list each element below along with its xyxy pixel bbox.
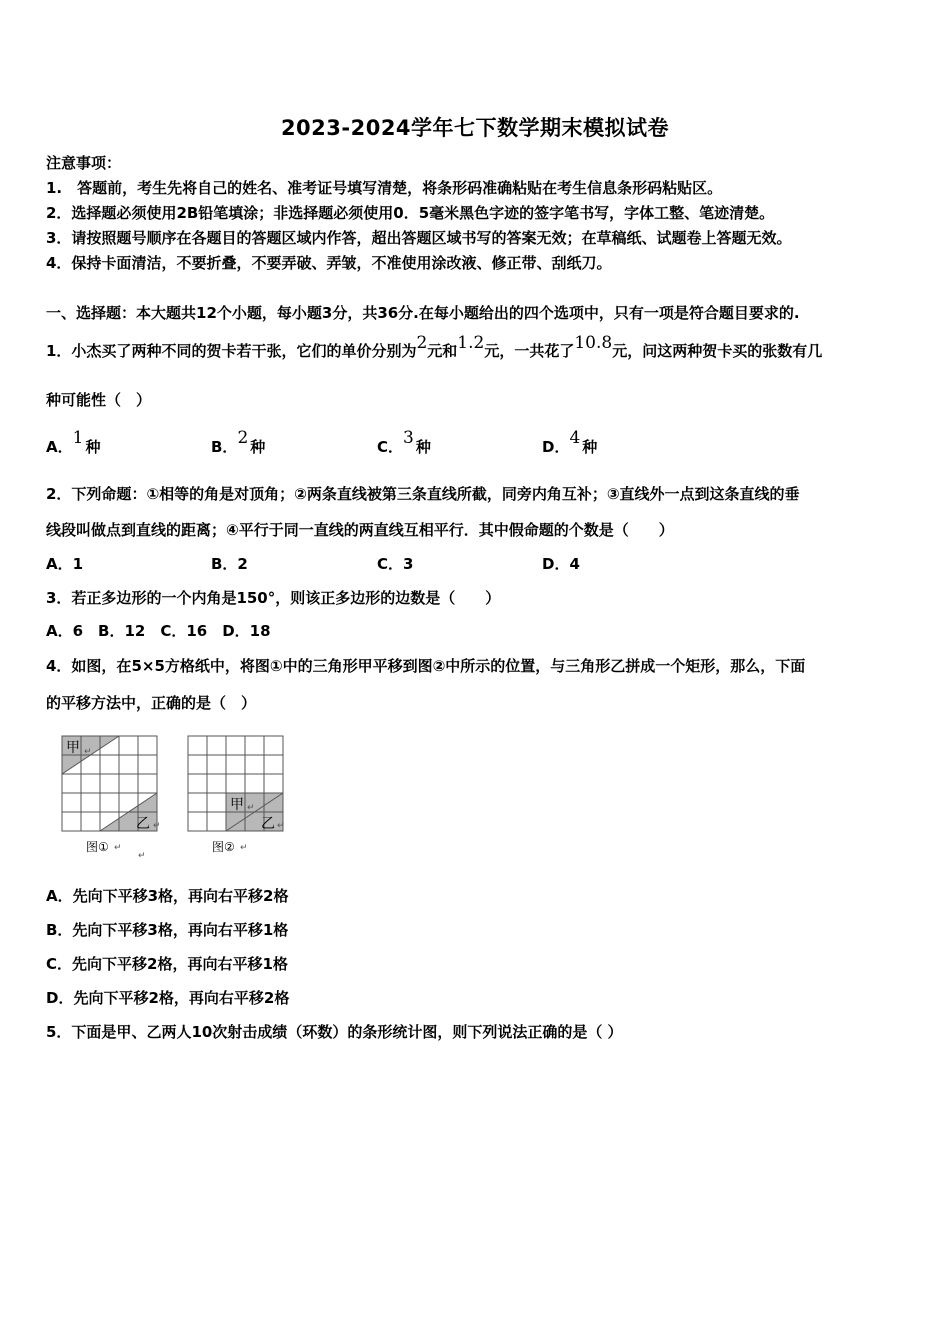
return-mark: ↵ bbox=[277, 821, 285, 831]
q1-part3: 元，一共花了 bbox=[484, 342, 575, 360]
grid-figure-2 bbox=[184, 734, 294, 859]
option-unit: 种 bbox=[415, 438, 431, 456]
q1-part2: 元和 bbox=[427, 342, 458, 360]
q3-options[interactable]: A．6 B．12 C．16 D．18 bbox=[46, 622, 271, 640]
q4-option-a[interactable]: A．先向下平移3格，再向右平移2格 bbox=[46, 887, 289, 905]
figure-1-label: 图① bbox=[86, 840, 109, 854]
question-1-text bbox=[46, 333, 823, 361]
return-mark: ↵ bbox=[114, 843, 122, 853]
question-3-line1: 3．若正多边形的一个内角是150°，则该正多边形的边数是（ ） bbox=[46, 589, 501, 607]
notice-item: 4．保持卡面清洁，不要折叠，不要弄破、弄皱，不准使用涂改液、修正带、刮纸刀。 bbox=[46, 254, 612, 272]
return-mark: ↵ bbox=[247, 803, 255, 813]
option-label: B． bbox=[211, 438, 238, 456]
q2-option-a[interactable]: A．1 bbox=[46, 555, 84, 573]
option-number: 3 bbox=[403, 428, 414, 448]
label-yi: 乙 bbox=[261, 816, 275, 832]
q2-option-c[interactable]: C．3 bbox=[377, 555, 414, 573]
option-unit: 种 bbox=[85, 438, 101, 456]
option-unit: 种 bbox=[250, 438, 266, 456]
question-2-line1: 2．下列命题：①相等的角是对顶角；②两条直线被第三条直线所截，同旁内角互补；③直线外一点到这条直线的垂 bbox=[46, 485, 800, 503]
q4-option-d[interactable]: D．先向下平移2格，再向右平移2格 bbox=[46, 989, 290, 1007]
q4-option-c[interactable]: C．先向下平移2格，再向右平移1格 bbox=[46, 955, 288, 973]
question-4-line2: 的平移方法中，正确的是（ ） bbox=[46, 694, 257, 712]
question-5-line1: 5．下面是甲、乙两人10次射击成绩（环数）的条形统计图，则下列说法正确的是（ ） bbox=[46, 1023, 623, 1041]
q1-part4: 元，问这两种贺卡买的张数有几 bbox=[612, 342, 823, 360]
notice-item: 3．请按照题号顺序在各题目的答题区域内作答，超出答题区域书写的答案无效；在草稿纸、试题卷上答题无效。 bbox=[46, 229, 792, 247]
q1-option-c[interactable] bbox=[377, 428, 431, 457]
q2-option-b[interactable]: B．2 bbox=[211, 555, 248, 573]
question-1-line2: 种可能性（ ） bbox=[46, 391, 152, 409]
notice-heading: 注意事项： bbox=[46, 154, 122, 172]
q2-option-d[interactable]: D．4 bbox=[542, 555, 580, 573]
q1-option-a[interactable] bbox=[46, 428, 101, 457]
option-label: A． bbox=[46, 438, 73, 456]
return-mark: ↵ bbox=[84, 747, 92, 757]
q1-option-b[interactable] bbox=[211, 428, 266, 457]
option-label: C． bbox=[377, 438, 404, 456]
grid-figure-1 bbox=[58, 734, 168, 859]
figure-2-label: 图② bbox=[212, 840, 235, 854]
q4-option-b[interactable]: B．先向下平移3格，再向右平移1格 bbox=[46, 921, 289, 939]
q1-total: 10.8 bbox=[574, 333, 613, 353]
question-2-line2: 线段叫做点到直线的距离；④平行于同一直线的两直线互相平行．其中假命题的个数是（ ） bbox=[46, 521, 674, 539]
label-jia: 甲 bbox=[66, 740, 80, 756]
q1-part1: 1．小杰买了两种不同的贺卡若干张，它们的单价分别为 bbox=[46, 342, 417, 360]
q1-option-d[interactable] bbox=[542, 428, 598, 457]
option-number: 1 bbox=[72, 428, 84, 448]
q1-price-2: 1.2 bbox=[457, 333, 485, 353]
option-label: D． bbox=[542, 438, 570, 456]
return-mark: ↵ bbox=[153, 821, 161, 831]
label-yi: 乙 bbox=[136, 816, 150, 832]
option-unit: 种 bbox=[582, 438, 598, 456]
page-title: 2023-2024学年七下数学期末模拟试卷 bbox=[280, 116, 670, 140]
option-number: 4 bbox=[569, 428, 581, 448]
question-4-line1: 4．如图，在5×5方格纸中，将图①中的三角形甲平移到图②中所示的位置，与三角形乙拼成一个矩形，那么，下面 bbox=[46, 657, 806, 675]
return-mark: ↵ bbox=[240, 843, 248, 853]
label-jia: 甲 bbox=[230, 797, 244, 813]
notice-item: 2．选择题必须使用2B铅笔填涂；非选择题必须使用0．5毫米黑色字迹的签字笔书写，字体工整、笔迹清楚。 bbox=[46, 204, 775, 222]
notice-item: 1. 答题前，考生先将自己的姓名、准考证号填写清楚，将条形码准确粘贴在考生信息条形码粘贴区。 bbox=[46, 179, 723, 197]
section-heading: 一、选择题：本大题共12个小题，每小题3分，共36分.在每小题给出的四个选项中，只有一项是符合题目要求的. bbox=[46, 304, 800, 322]
q1-price-1: 2 bbox=[416, 333, 428, 353]
option-number: 2 bbox=[237, 428, 249, 448]
return-mark: ↵ bbox=[138, 851, 146, 859]
